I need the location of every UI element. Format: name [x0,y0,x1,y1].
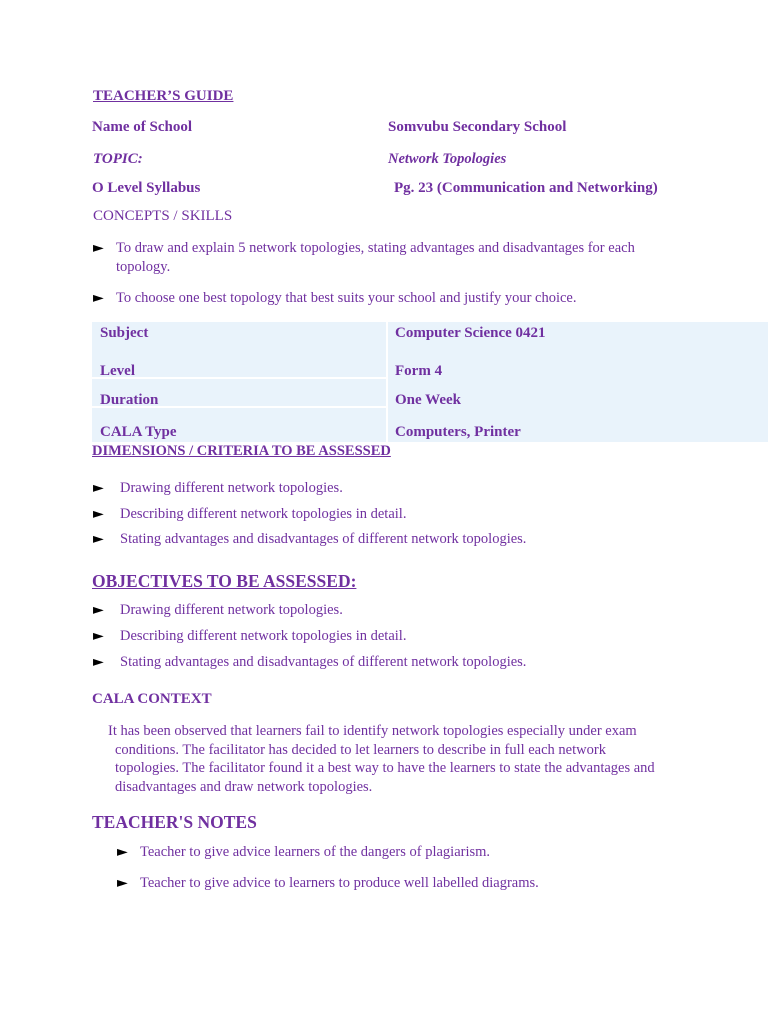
table-row-value: Computer Science 0421 [395,325,546,341]
syllabus-label: O Level Syllabus [92,180,201,196]
table-row-label: Level [100,363,135,379]
school-label: Name of School [92,119,192,135]
table-row-label: Duration [100,392,159,408]
concepts-heading: CONCEPTS / SKILLS [93,208,233,224]
dimensions-heading: DIMENSIONS / CRITERIA TO BE ASSESSED [92,443,391,459]
cala-context-paragraph: It has been observed that learners fail to identify network topologies especially under exam conditions. The facilitator has decided to let learners to describe in full each network topologies. The facilitator found it a best way to have the learners to state the advantages and disadvantages and draw network topologies. [108,723,655,795]
cala-context-heading: CALA CONTEXT [92,691,212,707]
bullet-icon: ► [117,844,128,860]
topic-label: TOPIC: [93,151,143,167]
teacher-note-item: Teacher to give advice to learners to produce well labelled diagrams. [140,875,539,891]
school-value: Somvubu Secondary School [388,119,567,135]
bullet-icon: ► [117,875,128,891]
concept-item: To choose one best topology that best suits your school and justify your choice. [116,290,577,306]
bullet-icon: ► [93,480,104,496]
objective-item: Stating advantages and disadvantages of different network topologies. [120,654,527,670]
table-row-value: Computers, Printer [395,424,521,440]
teacher-note-item: Teacher to give advice learners of the dangers of plagiarism. [140,844,491,860]
row-divider [92,377,386,379]
objective-item: Drawing different network topologies. [120,602,343,618]
dimension-item: Stating advantages and disadvantages of different network topologies. [120,531,527,547]
column-divider [386,322,388,442]
bullet-icon: ► [93,628,104,644]
bullet-icon: ► [93,290,104,306]
syllabus-value: Pg. 23 (Communication and Networking) [394,180,658,196]
table-row-value: One Week [395,392,461,408]
bullet-icon: ► [93,654,104,670]
teacher-notes-heading: TEACHER'S NOTES [92,812,257,832]
table-row-label: CALA Type [100,424,177,440]
objective-item: Describing different network topologies in detail. [120,628,407,644]
dimension-item: Drawing different network topologies. [120,480,343,496]
page-title: TEACHER’S GUIDE [93,88,234,104]
concept-item: To draw and explain 5 network topologies, stating advantages and disadvantages for each topology. [116,240,635,275]
objectives-heading: OBJECTIVES TO BE ASSESSED: [92,571,357,591]
bullet-icon: ► [93,602,104,618]
table-row-value: Form 4 [395,363,443,379]
bullet-icon: ► [93,240,104,256]
table-row-label: Subject [100,325,149,341]
topic-value: Network Topologies [388,151,507,167]
bullet-icon: ► [93,506,104,522]
cala-context-text [108,722,668,796]
dimension-item: Describing different network topologies in detail. [120,506,407,522]
bullet-icon: ► [93,531,104,547]
